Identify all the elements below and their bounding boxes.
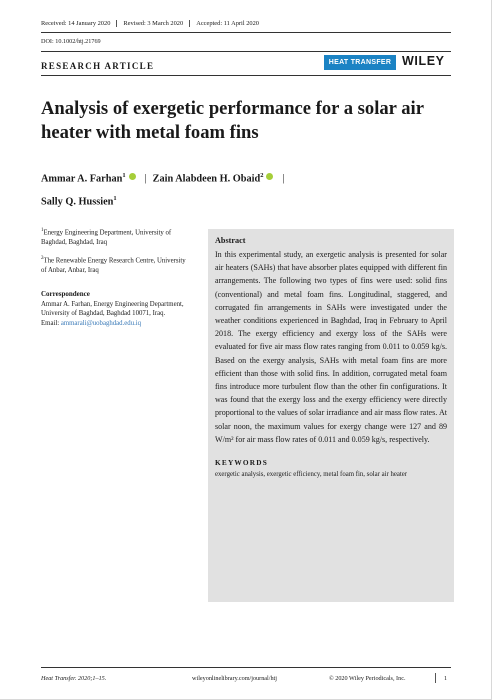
accepted-date: Accepted: 11 April 2020 <box>189 20 265 27</box>
author-list <box>41 166 451 213</box>
email-label: Email: <box>41 320 60 328</box>
affiliation-item <box>41 254 191 276</box>
article-title: Analysis of exergetic performance for a solar air heater with metal foam fins <box>41 98 424 143</box>
revised-date: Revised: 3 March 2020 <box>116 20 189 27</box>
footer-url[interactable]: wileyonlinelibrary.com/journal/htj <box>192 675 277 682</box>
author-affiliation-mark: 1 <box>113 195 117 203</box>
abstract-text: In this experimental study, an exergetic analysis is presented for solar air heaters (SAHs) that have absorber plates equipped with different fin arrangements. The following two types of fins were used: solid fins (conventional) and metal foam fins. Longitudinal, staggered, and corrugated fin arrangements in SAHs were investigated under the weather conditions experienced in Baghdad, Iraq in February to April 2018. The exergy efficiency and exergy loss of the SAHs were evaluated for five air mass flow rates ranging from 0.011 to 0.059 kg/s. Based on the exergy analysis, SAHs with metal foam fins are more efficient than those with solid fins. In addition, corrugated metal foam fins introduce more turbulent flow than the other fin configurations. It was found that the exergy loss and the exergy efficiency were directly proportional to the values of solar irradiance and air mass flow rates. At solar noon, the maximum values for exergy change were 127 and 89 W/m² for air mass flow rates of 0.011 and 0.059 kg/s, respectively. <box>215 250 447 444</box>
author-separator: | <box>144 173 147 185</box>
orcid-icon[interactable] <box>266 173 273 180</box>
footer-copyright: © 2020 Wiley Periodicals, Inc. <box>329 675 406 682</box>
affiliation-item <box>41 226 191 248</box>
footer-divider <box>435 673 436 683</box>
author-name[interactable]: Ammar A. Farhan <box>41 173 123 185</box>
header-rule <box>41 32 451 33</box>
keywords-text: exergetic analysis, exergetic efficiency, metal foam fin, solar air heater <box>215 471 408 479</box>
affiliation-text: The Renewable Energy Research Centre, University of Anbar, Anbar, Iraq <box>41 257 186 274</box>
correspondence-text: Ammar A. Farhan, Energy Engineering Department, University of Baghdad, Baghdad 10071, Iraq. <box>41 300 184 318</box>
keywords-heading: KEYWORDS <box>215 458 268 468</box>
abstract-heading: Abstract <box>215 236 246 245</box>
author-line-2 <box>41 189 451 212</box>
author-separator: | <box>282 173 285 185</box>
author-name[interactable]: Zain Alabdeen H. Obaid <box>152 173 261 185</box>
affiliation-text: Energy Engineering Department, University of Baghdad, Baghdad, Iraq <box>41 229 172 247</box>
article-dates <box>41 20 265 27</box>
received-date: Received: 14 January 2020 <box>41 20 111 27</box>
journal-badge[interactable]: HEAT TRANSFER <box>324 55 396 70</box>
affiliations <box>41 226 191 329</box>
footer-journal-text: Heat Transfer. 2020;1–15. <box>41 675 107 682</box>
email-link[interactable]: ammarali@uobaghdad.edu.iq <box>60 320 142 328</box>
affiliation-mark: 2 <box>41 255 44 261</box>
article-type: RESEARCH ARTICLE <box>41 61 155 71</box>
publisher-logo[interactable]: WILEY <box>402 54 445 68</box>
doi[interactable]: DOI: 10.1002/htj.21769 <box>41 38 101 45</box>
affiliation-mark: 1 <box>41 228 44 233</box>
abstract-box <box>208 229 454 602</box>
footer-journal <box>41 675 106 682</box>
author-name[interactable]: Sally Q. Hussien <box>41 196 114 208</box>
doi-rule <box>41 51 451 52</box>
correspondence-email-line <box>41 319 191 329</box>
correspondence-heading: Correspondence <box>41 289 90 298</box>
author-affiliation-mark: 2 <box>260 172 264 179</box>
author-affiliation-mark: 1 <box>122 172 126 179</box>
footer-rule <box>41 667 451 668</box>
author-line-1 <box>41 166 451 189</box>
type-rule <box>41 75 451 76</box>
orcid-icon[interactable] <box>129 173 136 180</box>
page-number: 1 <box>444 675 448 682</box>
